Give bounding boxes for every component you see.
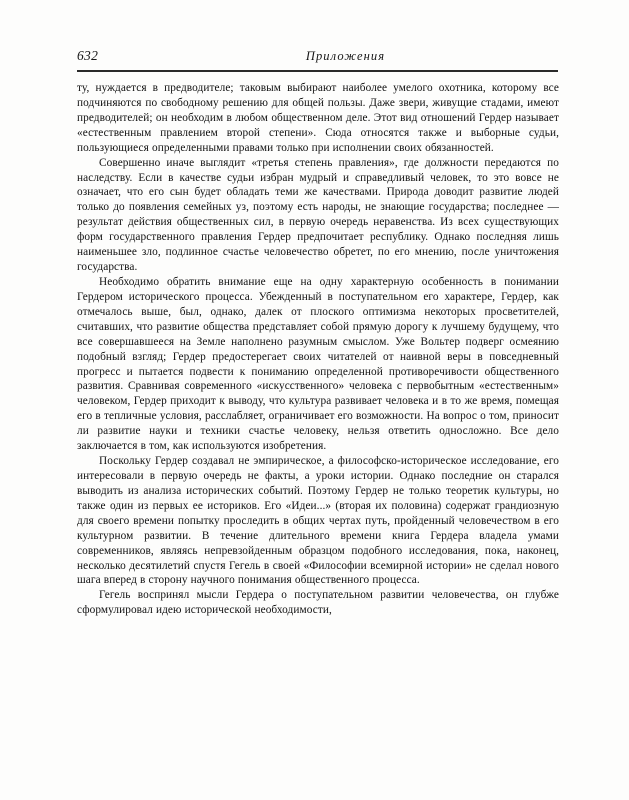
body-text-block xyxy=(77,81,559,618)
paragraph: ту, нуждается в предводителе; таковым выбирают наиболее умелого охотника, которому все подчиняются по свободному решению для общей пользы. Даже звери, живущие стадами, имеют предводителей; он необходим в любом общественном деле. Этот вид отношений Гердер называет «естественным правлением второй степени». Сюда относятся также и выборные судьи, пользующиеся определенными правами только при исполнении своих обязанностей. xyxy=(77,82,559,154)
paragraph: Гегель воспринял мысли Гердера о поступательном развитии человечества, он глубже сформулировал идею исторической необходимости, xyxy=(77,589,559,617)
running-head xyxy=(77,48,558,70)
paragraph: Необходимо обратить внимание еще на одну характерную особенность в понимании Гердером исторического процесса. Убежденный в поступательном его характере, Гердер, как отмечалось выше, был, однако, далек от плоского оптимизма некоторых просветителей, считавших, что развитие общества представляет собой прямую дорогу к лучшему будущему, что все совершавшееся на Земле наполнено разумным смыслом. Уже Вольтер подверг осмеянию подобный взгляд; Гердер предостерегает своих читателей от наивной веры в повседневный прогресс и пытается подвести к пониманию определенной противоречивости общественного развития. Сравнивая современного «искусственного» человека с первобытным «естественным» человеком, Гердер приходит к выводу, что культура развивает человека и в то же время, помещая его в тепличные условия, расслабляет, ограничивает его возможности. На вопрос о том, приносит ли развитие науки и техники счастье человеку, нельзя ответить односложно. Все дело заключается в том, как используются изобретения. xyxy=(77,275,559,453)
running-title: Приложения xyxy=(305,49,386,63)
page-number: 632 xyxy=(77,48,99,63)
paragraph: Поскольку Гердер создавал не эмпирическое, а философско-историческое исследование, его интересовали в первую очередь не факты, а уроки истории. Однако последние он старался выводить из анализа исторических событий. Поэтому Гердер не только теоретик культуры, но также один из первых ее историков. Его «Идеи...» (вторая их половина) содержат грандиозную для своего времени попытку проследить в общих чертах путь, пройденный человечеством в его культурном развитии. В течение длительного времени книга Гердера владела умами современников, являясь непревзойденным образцом подобного исследования, пока, наконец, несколько десятилетий спустя Гегель в своей «Философии всемирной истории» не сделал нового шага вперед в сторону научного понимания общественного процесса. xyxy=(77,455,559,587)
paragraph: Совершенно иначе выглядит «третья степень правления», где должности передаются по наследству. Если в качестве судьи избран мудрый и справедливый человек, то это вовсе не означает, что его сын будет обладать теми же качествами. Природа доводит развитие людей только до появления семейных уз, поэтому есть народы, не знающие государства; последнее — результат действия общественных сил, в первую очередь неравенства. Из всех существующих форм государственного правления Гердер предпочитает республику. Однако последняя лишь наименьшее зло, подлинное счастье человечество обретет, по его мнению, после уничтожения государства. xyxy=(77,156,559,274)
header-rule xyxy=(77,70,558,72)
